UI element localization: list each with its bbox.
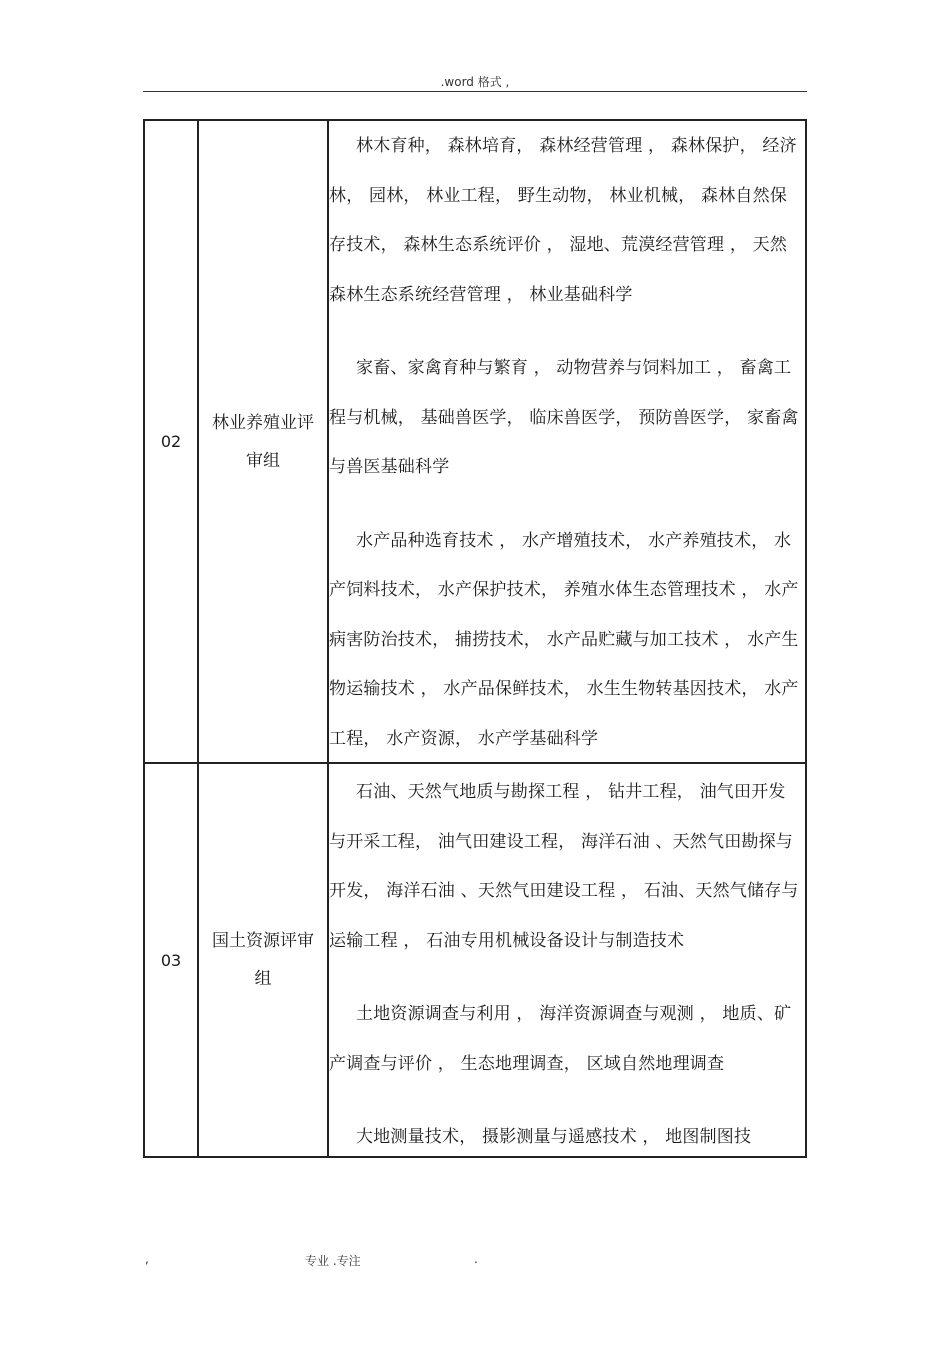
table-row	[143, 762, 807, 1158]
scope-paragraph: 家畜、家禽育种与繁育 ， 动物营养与饲料加工 ， 畜禽工程与机械， 基础兽医学， 临床兽医学， 预防兽医学， 家畜禽与兽医基础科学	[329, 358, 799, 477]
group-name: 国土资源评审组	[212, 931, 314, 989]
scope-paragraph: 水产品种选育技术 ， 水产增殖技术， 水产养殖技术， 水产饲料技术， 水产保护技术， 养殖水体生态管理技术 ， 水产病害防治技术， 捕捞技术， 水产品贮藏与加工技术 ， 水产生物运输技术 ， 水产品保鲜技术， 水生生物转基因技术， 水产工程， 水产资源， 水产学基础科学	[329, 530, 799, 749]
footer-text: 专业 .专注	[305, 1254, 361, 1268]
group-name-cell	[197, 764, 329, 1156]
table-row	[143, 119, 807, 764]
scope-paragraph: 大地测量技术， 摄影测量与遥感技术 ， 地图制图技	[356, 1127, 752, 1147]
scope-paragraph: 石油、天然气地质与勘探工程 ， 钻井工程， 油气田开发与开采工程， 油气田建设工程， 海洋石油 、天然气田勘探与开发， 海洋石油 、天然气田建设工程 ， 石油、天然气储存与运输工程 ， 石油专用机械设备设计与制造技术	[329, 782, 799, 951]
row-number: 02	[160, 432, 182, 451]
scope-paragraph: 林木育种， 森林培育， 森林经营管理 ， 森林保护， 经济林， 园林， 林业工程， 野生动物， 林业机械， 森林自然保存技术， 森林生态系统评价 ， 湿地、荒漠经营管理 ， 天然森林生态系统经营管理 ， 林业基础科学	[329, 136, 797, 305]
scope-cell	[327, 121, 805, 762]
scope-cell	[327, 764, 805, 1156]
header-rule	[143, 91, 807, 92]
page-header: .word 格式 ,	[440, 75, 510, 89]
footer-right-mark: .	[474, 1252, 478, 1266]
group-name-cell	[197, 121, 329, 762]
footer-left-mark: ,	[145, 1252, 149, 1266]
scope-paragraph: 土地资源调查与利用 ， 海洋资源调查与观测 ， 地质、矿产调查与评价 ， 生态地理调查， 区域自然地理调查	[329, 1004, 792, 1074]
row-number: 03	[160, 950, 182, 970]
group-name: 林业养殖业评审组	[212, 412, 314, 471]
